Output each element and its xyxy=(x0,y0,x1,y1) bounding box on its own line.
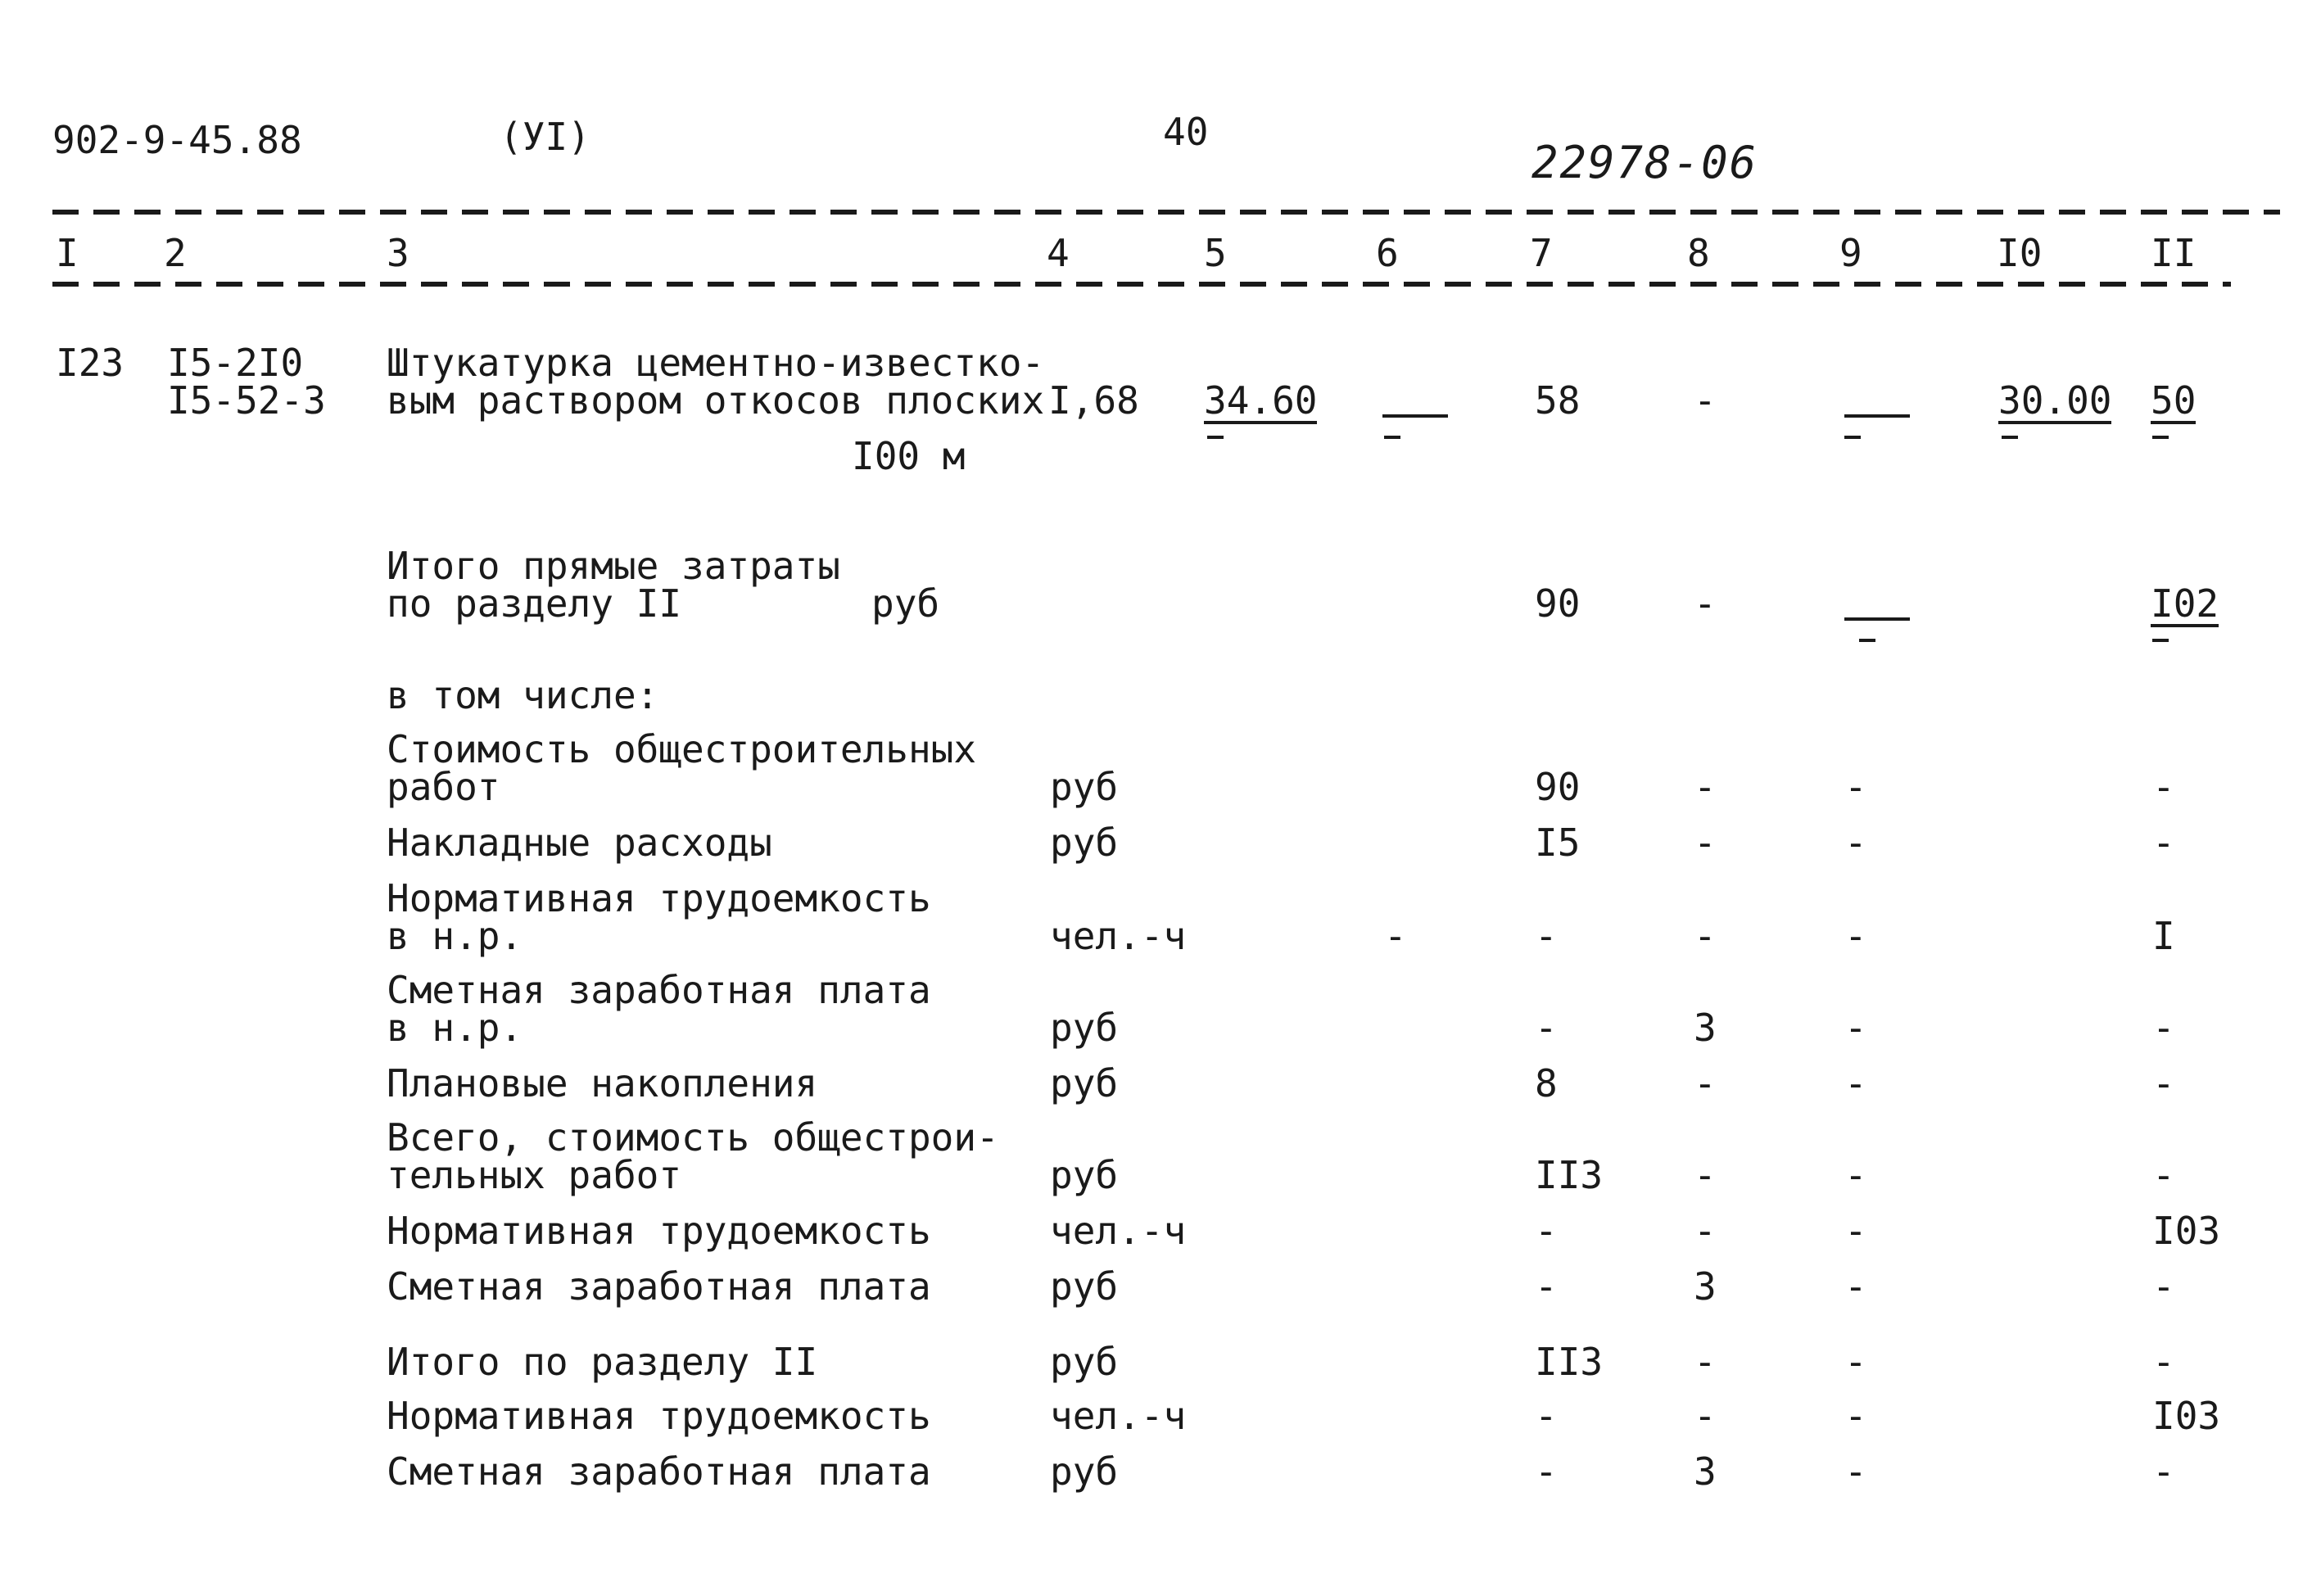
col-header-2: 2 xyxy=(164,231,187,275)
row-col7: 90 xyxy=(1535,765,1581,809)
row-col7: - xyxy=(1535,1264,1558,1309)
col-header-8: 8 xyxy=(1687,231,1710,275)
row-col8: 3 xyxy=(1694,1449,1717,1494)
row-unit: чел.-ч xyxy=(1050,1209,1187,1253)
row-col11: - xyxy=(2152,1264,2175,1309)
row-unit: руб xyxy=(1050,1449,1119,1494)
row-col11: I03 xyxy=(2152,1209,2221,1253)
row-label: Нормативная трудоемкость xyxy=(387,1394,931,1438)
item-col5: 34.60 xyxy=(1204,378,1318,423)
row-label-cont: в н.р. xyxy=(387,914,523,958)
row-col8: - xyxy=(1694,1153,1717,1197)
row-unit: руб xyxy=(1050,765,1119,809)
row-label: Итого по разделу II xyxy=(387,1340,818,1384)
page-number: 40 xyxy=(1163,110,1209,154)
row-col11: I03 xyxy=(2152,1394,2221,1438)
stamp-number: 22978-06 xyxy=(1531,137,1758,188)
row-label: Нормативная трудоемкость xyxy=(387,876,931,920)
volume-label: (УI) xyxy=(500,115,590,159)
document-code: 902-9-45.88 xyxy=(52,118,302,162)
row-col8: - xyxy=(1694,765,1717,809)
total-direct-label-1: Итого прямые затраты xyxy=(387,544,840,588)
row-label: Нормативная трудоемкость xyxy=(387,1209,931,1253)
row-col11: - xyxy=(2152,1449,2175,1494)
including-label: в том числе: xyxy=(387,673,659,717)
row-label: Сметная заработная плата xyxy=(387,1449,931,1494)
item-unit: I00 м xyxy=(852,434,966,478)
row-col11: - xyxy=(2152,765,2175,809)
total-direct-col11-mark xyxy=(2152,639,2169,642)
row-col8: - xyxy=(1694,1394,1717,1438)
row-col7: - xyxy=(1535,1449,1558,1494)
row-label: Сметная заработная плата xyxy=(387,968,931,1012)
col-header-7: 7 xyxy=(1530,231,1553,275)
row-col11: - xyxy=(2152,1340,2175,1384)
item-code-2: I5-52-3 xyxy=(167,378,326,423)
row-col9: - xyxy=(1844,1006,1867,1050)
item-col6-mark-2 xyxy=(1384,436,1400,439)
item-col11: 50 xyxy=(2151,378,2197,423)
col-header-4: 4 xyxy=(1047,231,1070,275)
col-header-3: 3 xyxy=(387,231,409,275)
row-col7: - xyxy=(1535,1209,1558,1253)
row-col8: - xyxy=(1694,821,1717,865)
item-col9-mark-2 xyxy=(1844,436,1861,439)
item-code-1: I5-2I0 xyxy=(167,341,304,385)
row-col9: - xyxy=(1844,1449,1867,1494)
item-number: I23 xyxy=(56,341,124,385)
total-direct-label-2: по разделу II xyxy=(387,581,682,626)
row-label-cont: тельных работ xyxy=(387,1153,682,1197)
row-unit: чел.-ч xyxy=(1050,1394,1187,1438)
row-col8: - xyxy=(1694,1061,1717,1105)
row-col9: - xyxy=(1844,1340,1867,1384)
row-col6: - xyxy=(1384,914,1407,958)
row-unit: чел.-ч xyxy=(1050,914,1187,958)
row-col9: - xyxy=(1844,914,1867,958)
row-label: Сметная заработная плата xyxy=(387,1264,931,1309)
col-header-6: 6 xyxy=(1376,231,1399,275)
row-col7: II3 xyxy=(1535,1340,1604,1384)
col-header-1: I xyxy=(56,231,79,275)
total-direct-col11: I02 xyxy=(2151,581,2219,626)
item-col5-mark xyxy=(1207,436,1224,439)
row-col8: - xyxy=(1694,914,1717,958)
row-col7: - xyxy=(1535,1006,1558,1050)
item-col10-mark xyxy=(2002,436,2018,439)
row-col7: - xyxy=(1535,1394,1558,1438)
row-col9: - xyxy=(1844,1264,1867,1309)
row-col7: 8 xyxy=(1535,1061,1558,1105)
item-col6-mark xyxy=(1382,414,1448,418)
row-col9: - xyxy=(1844,1061,1867,1105)
row-col9: - xyxy=(1844,1209,1867,1253)
row-label-cont: в н.р. xyxy=(387,1006,523,1050)
row-col8: 3 xyxy=(1694,1264,1717,1309)
row-col8: - xyxy=(1694,1209,1717,1253)
row-unit: руб xyxy=(1050,1264,1119,1309)
row-col9: - xyxy=(1844,821,1867,865)
header-top-rule xyxy=(52,210,2280,215)
item-col10: 30.00 xyxy=(1998,378,2112,423)
row-unit: руб xyxy=(1050,1061,1119,1105)
total-direct-col8: - xyxy=(1694,581,1717,626)
row-label-cont: работ xyxy=(387,765,500,809)
row-unit: руб xyxy=(1050,1340,1119,1384)
row-label: Всего, стоимость общестрои- xyxy=(387,1115,999,1160)
row-label: Стоимость общестроительных xyxy=(387,727,977,771)
row-col7: II3 xyxy=(1535,1153,1604,1197)
row-col8: 3 xyxy=(1694,1006,1717,1050)
total-direct-col9-mark xyxy=(1844,617,1910,621)
row-col11: - xyxy=(2152,1061,2175,1105)
row-col11: - xyxy=(2152,1153,2175,1197)
row-unit: руб xyxy=(1050,1153,1119,1197)
row-col9: - xyxy=(1844,765,1867,809)
item-description-1: Штукатурка цементно-известко- xyxy=(387,341,1045,385)
row-col11: - xyxy=(2152,821,2175,865)
row-unit: руб xyxy=(1050,821,1119,865)
row-col11: I xyxy=(2152,914,2175,958)
row-label: Плановые накопления xyxy=(387,1061,818,1105)
header-bottom-rule xyxy=(52,282,2231,287)
col-header-10: I0 xyxy=(1997,231,2043,275)
row-col9: - xyxy=(1844,1153,1867,1197)
item-col11-mark xyxy=(2152,436,2169,439)
item-quantity: I,68 xyxy=(1048,378,1139,423)
row-col8: - xyxy=(1694,1340,1717,1384)
total-direct-col9-mark-2 xyxy=(1859,639,1875,642)
col-header-5: 5 xyxy=(1204,231,1227,275)
col-header-9: 9 xyxy=(1839,231,1862,275)
row-label: Накладные расходы xyxy=(387,821,772,865)
total-direct-unit: руб xyxy=(871,581,940,626)
row-unit: руб xyxy=(1050,1006,1119,1050)
row-col7: - xyxy=(1535,914,1558,958)
item-col7: 58 xyxy=(1535,378,1581,423)
item-col9-mark xyxy=(1844,414,1910,418)
item-description-2: вым раствором откосов плоских xyxy=(387,378,1045,423)
row-col7: I5 xyxy=(1535,821,1581,865)
total-direct-col7: 90 xyxy=(1535,581,1581,626)
item-col8: - xyxy=(1694,378,1717,423)
row-col11: - xyxy=(2152,1006,2175,1050)
col-header-11: II xyxy=(2151,231,2197,275)
row-col9: - xyxy=(1844,1394,1867,1438)
